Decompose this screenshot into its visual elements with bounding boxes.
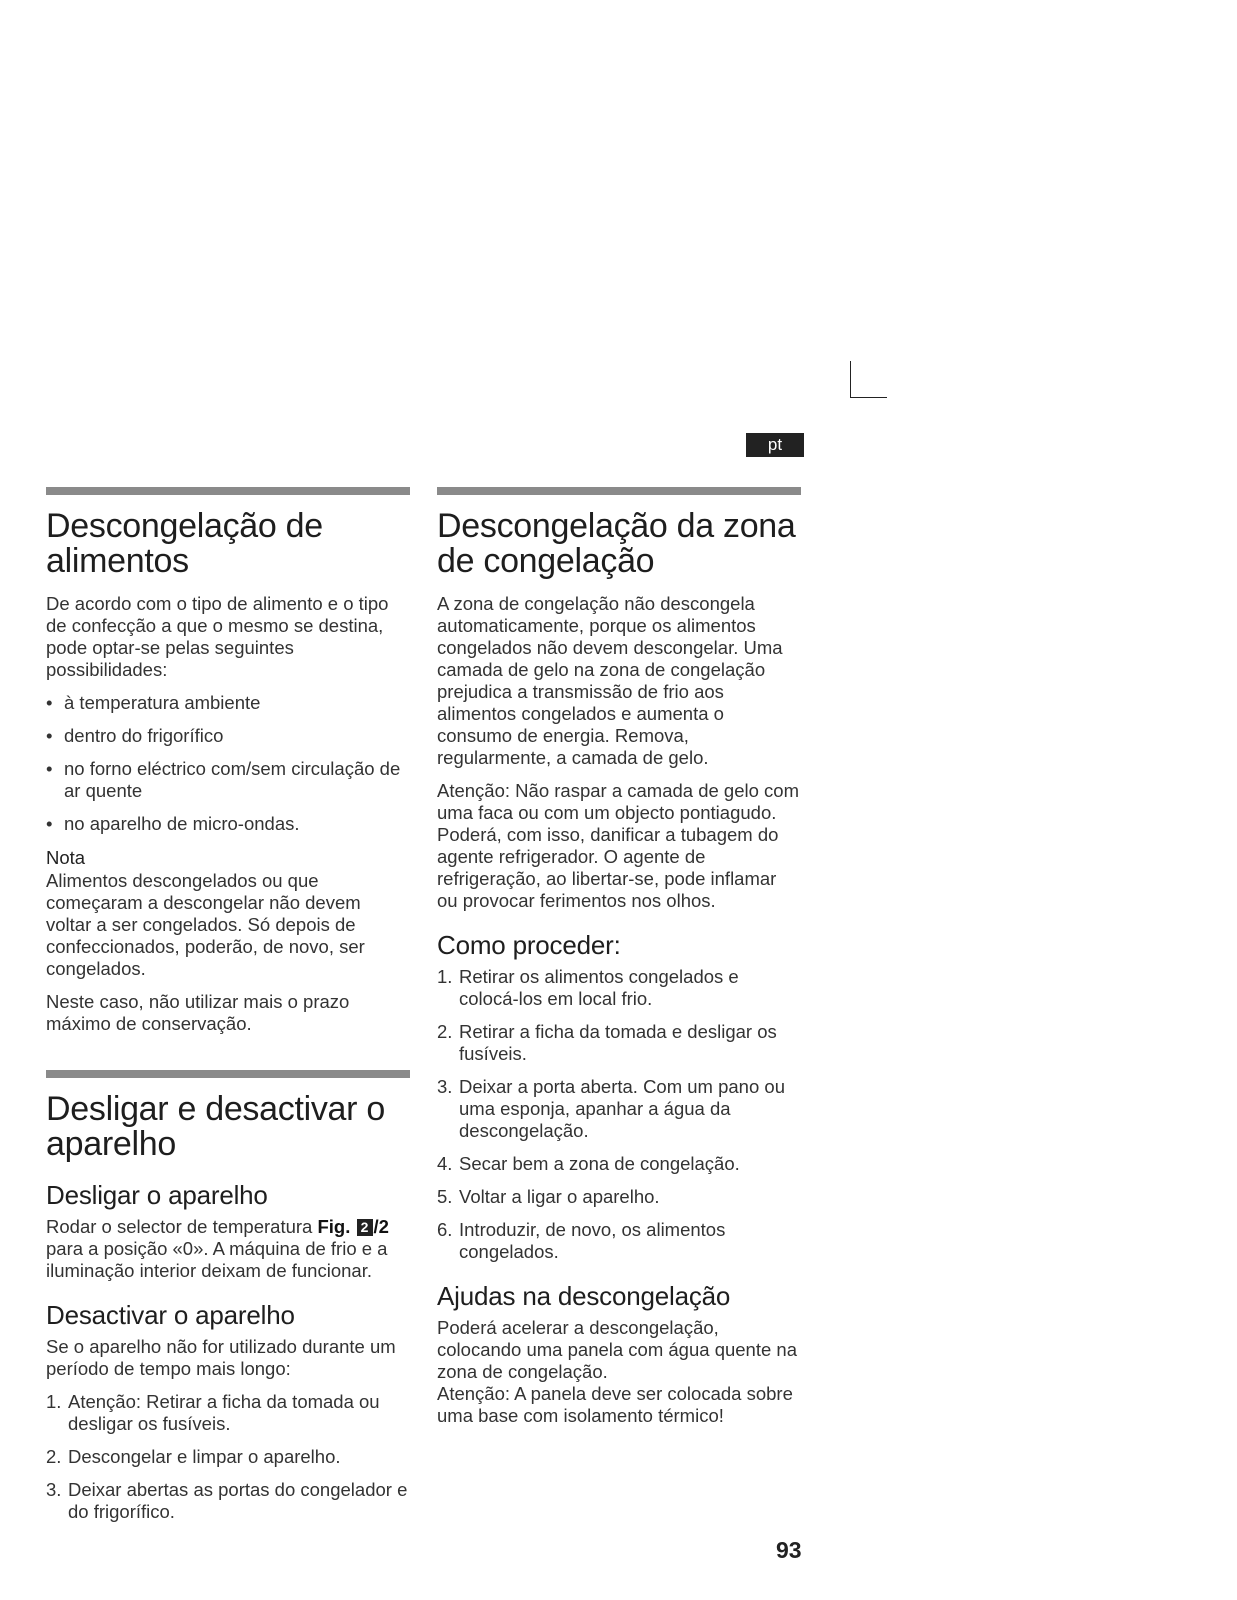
step-number: 3. <box>46 1479 62 1500</box>
list-item <box>437 1153 801 1175</box>
switch-off-text-before: Rodar o selector de temperatura <box>46 1216 318 1237</box>
switch-off-text-after: para a posição «0». A máquina de frio e a iluminação interior deixam de funcionar. <box>46 1238 388 1281</box>
defrost-help-text: Poderá acelerar a descongelação, colocando uma panela com água quente na zona de congelação. <box>437 1317 797 1382</box>
figure-label: Fig. <box>317 1216 351 1237</box>
subsection-title-como-proceder: Como proceder: <box>437 930 621 960</box>
list-item <box>437 1186 801 1208</box>
page-number: 93 <box>776 1537 802 1563</box>
list-item: • no forno eléctrico com/sem circulação de ar quente <box>46 758 410 802</box>
section-rule <box>46 487 410 495</box>
right-column <box>437 487 801 1438</box>
step-text: Atenção: Retirar a ficha da tomada ou desligar os fusíveis. <box>68 1391 380 1434</box>
note-text-2: Neste caso, não utilizar mais o prazo máximo de conservação. <box>46 991 350 1034</box>
list-item <box>46 1391 410 1435</box>
list-item <box>46 1479 410 1523</box>
section-rule <box>46 1070 410 1078</box>
step-number: 2. <box>437 1021 453 1042</box>
subsection-title-ajudas: Ajudas na descongelação <box>437 1281 731 1311</box>
list-item: • dentro do frigorífico <box>46 725 410 747</box>
step-text: Retirar a ficha da tomada e desligar os fusíveis. <box>459 1021 777 1064</box>
list-item <box>437 1219 801 1263</box>
list-item: • no aparelho de micro-ondas. <box>46 813 410 835</box>
step-text: Descongelar e limpar o aparelho. <box>68 1446 341 1467</box>
step-text: Deixar abertas as portas do congelador e do frigorífico. <box>68 1479 408 1522</box>
thawing-options-list <box>46 692 410 835</box>
step-number: 6. <box>437 1219 453 1240</box>
deactivate-intro: Se o aparelho não for utilizado durante um período de tempo mais longo: <box>46 1336 396 1379</box>
note-text: Alimentos descongelados ou que começaram a descongelar não devem voltar a ser congelados. Só depois de confeccionados, poderão, de novo, ser congelados. <box>46 870 365 979</box>
list-item: • à temperatura ambiente <box>46 692 410 714</box>
list-item <box>437 1021 801 1065</box>
procedure-steps-list <box>437 966 801 1263</box>
step-number: 2. <box>46 1446 62 1467</box>
deactivate-steps-list <box>46 1391 410 1523</box>
defrost-help-warning: Atenção: A panela deve ser colocada sobre uma base com isolamento térmico! <box>437 1383 793 1426</box>
step-text: Introduzir, de novo, os alimentos congelados. <box>459 1219 726 1262</box>
step-text: Secar bem a zona de congelação. <box>459 1153 740 1174</box>
step-number: 3. <box>437 1076 453 1097</box>
subsection-title-desactivar: Desactivar o aparelho <box>46 1300 295 1330</box>
list-item <box>437 1076 801 1142</box>
section-rule <box>437 487 801 495</box>
freezer-defrost-paragraph: A zona de congelação não descongela automaticamente, porque os alimentos congelados não devem descongelar. Uma camada de gelo na zona de congelação prejudica a transmissão de frio aos alimentos congelados e aumenta o consumo de energia. Remova, regularmente, a camada de gelo. <box>437 593 783 768</box>
crop-mark <box>850 361 887 398</box>
step-text: Voltar a ligar o aparelho. <box>459 1186 660 1207</box>
figure-number-badge: 2 <box>357 1219 373 1236</box>
step-text: Deixar a porta aberta. Com um pano ou uma esponja, apanhar a água da descongelação. <box>459 1076 785 1141</box>
step-number: 4. <box>437 1153 453 1174</box>
section-title-descongelacao-zona: Descongelação da zona de congelação <box>437 507 796 580</box>
intro-paragraph: De acordo com o tipo de alimento e o tipo de confecção a que o mesmo se destina, pode optar-se pelas seguintes possibilidades: <box>46 593 389 680</box>
language-badge: pt <box>746 433 804 457</box>
subsection-title-desligar: Desligar o aparelho <box>46 1180 268 1210</box>
left-column <box>46 487 410 1534</box>
step-text: Retirar os alimentos congelados e colocá-los em local frio. <box>459 966 739 1009</box>
step-number: 1. <box>437 966 453 987</box>
figure-reference <box>317 1216 388 1237</box>
figure-suffix: /2 <box>373 1216 389 1237</box>
section-title-desligar-desactivar: Desligar e desactivar o aparelho <box>46 1090 385 1163</box>
step-number: 5. <box>437 1186 453 1207</box>
list-item <box>46 1446 410 1468</box>
section-title-descongelacao-alimentos: Descongelação de alimentos <box>46 507 323 580</box>
step-number: 1. <box>46 1391 62 1412</box>
note-label: Nota <box>46 847 86 868</box>
list-item <box>437 966 801 1010</box>
warning-paragraph: Atenção: Não raspar a camada de gelo com uma faca ou com um objecto pontiagudo. Poderá, com isso, danificar a tubagem do agente refrigerador. O agente de refrigeração, ao libertar-se, pode inflamar ou provocar ferimentos nos olhos. <box>437 780 799 911</box>
switch-off-paragraph <box>46 1216 410 1282</box>
